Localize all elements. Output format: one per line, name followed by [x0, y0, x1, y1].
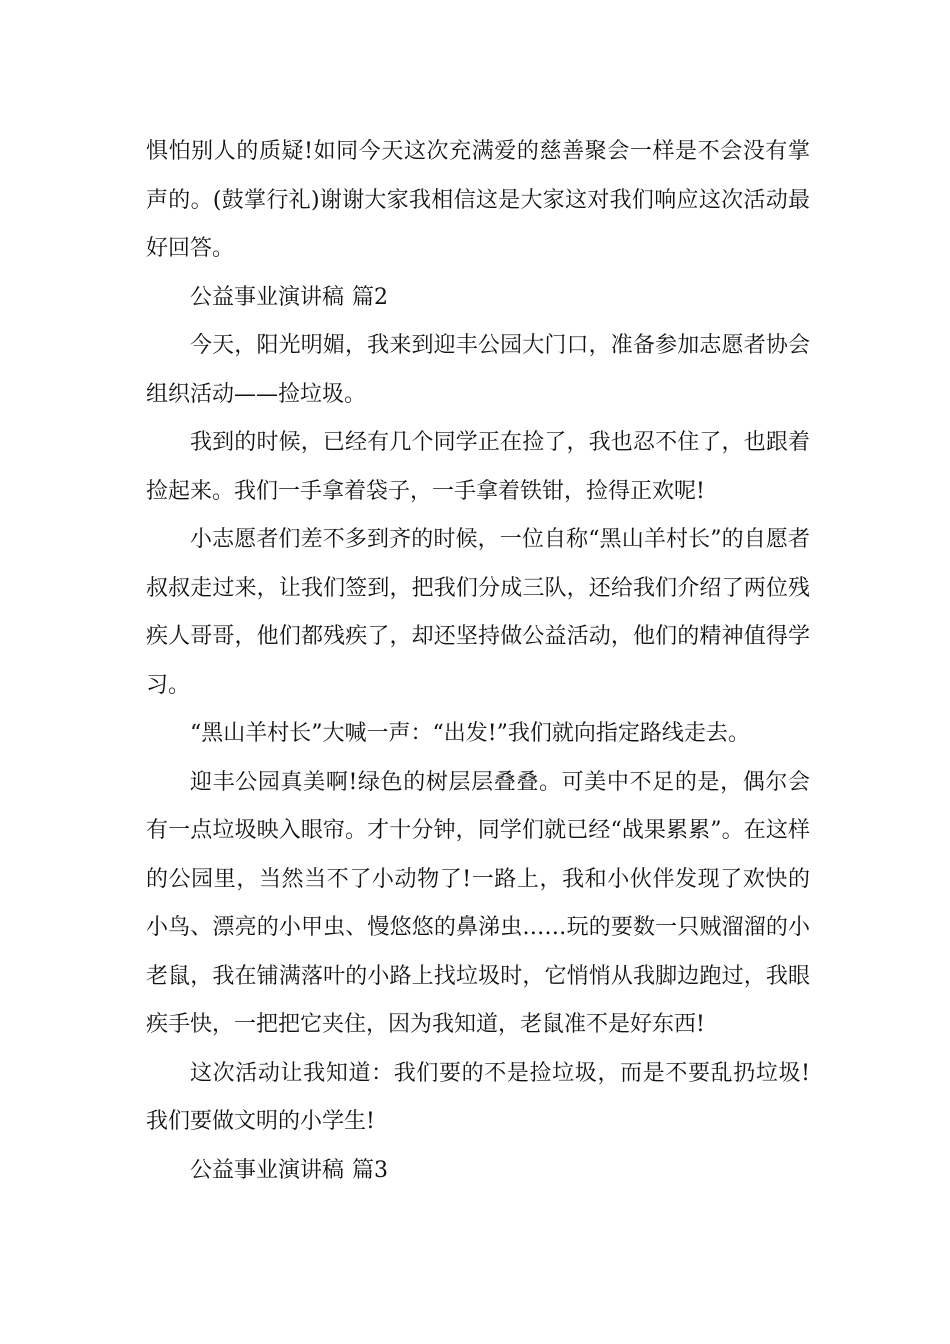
paragraph: 这次活动让我知道：我们要的不是捡垃圾，而是不要乱扔垃圾!我们要做文明的小学生!	[146, 1060, 810, 1134]
paragraph: 迎丰公园真美啊!绿色的树层层叠叠。可美中不足的是，偶尔会有一点垃圾映入眼帘。才十分钟，同学们就已经“战果累累”。在这样的公园里，当然当不了小动物了!一路上，我和小伙伴发现了欢快的小鸟、漂亮的小甲虫、慢悠悠的鼻涕虫……玩的要数一只贼溜溜的小老鼠，我在铺满落叶的小路上找垃圾时，它悄悄从我脚边跑过，我眼疾手快，一把把它夹住，因为我知道，老鼠准不是好东西!	[146, 769, 810, 1037]
section-heading	[146, 1147, 810, 1196]
paragraph: 我到的时候，已经有几个同学正在捡了，我也忍不住了，也跟着捡起来。我们一手拿着袋子，一手拿着铁钳，捡得正欢呢!	[146, 430, 810, 504]
section-heading-number: 篇2	[352, 284, 389, 310]
paragraph: 小志愿者们差不多到齐的时候，一位自称“黑山羊村长”的自愿者叔叔走过来，让我们签到，把我们分成三队，还给我们介绍了两位残疾人哥哥，他们都残疾了，却还坚持做公益活动，他们的精神值得学习。	[146, 527, 810, 698]
paragraph: 惧怕别人的质疑!如同今天这次充满爱的慈善聚会一样是不会没有掌声的。(鼓掌行礼)谢谢大家我相信这是大家这对我们响应这次活动最好回答。	[146, 139, 810, 261]
paragraph: “黑山羊村长”大喊一声：“出发!”我们就向指定路线走去。	[190, 721, 750, 746]
section-heading	[146, 274, 810, 323]
section-heading-title: 公益事业演讲稿	[190, 1157, 345, 1183]
document-body	[146, 128, 810, 1195]
section-heading-number: 篇3	[352, 1157, 389, 1183]
section-heading-title: 公益事业演讲稿	[190, 284, 345, 310]
paragraph: 今天，阳光明媚，我来到迎丰公园大门口，准备参加志愿者协会组织活动——捡垃圾。	[146, 333, 810, 407]
